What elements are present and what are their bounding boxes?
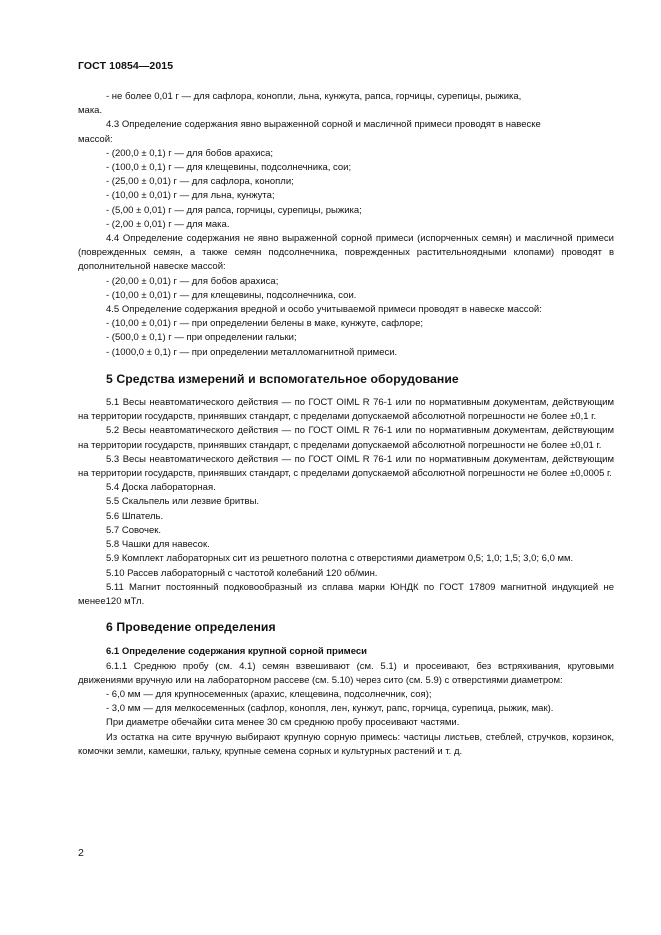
list-item: - (100,0 ± 0,1) г — для клещевины, подсолнечника, сои; bbox=[106, 162, 352, 174]
paragraph-5-6: 5.6 Шпатель. bbox=[106, 510, 164, 522]
paragraph-5-2: 5.2 Весы неавтоматического действия — по ГОСТ OIML R 76-1 или по нормативным документам, действующим на территории государств, принявших стандарт, с пределами допускаемой абсолютной погрешности не более ±0,01 г. bbox=[78, 425, 614, 451]
list-item: - (200,0 ± 0,1) г — для бобов арахиса; bbox=[106, 147, 274, 159]
list-item: - 3,0 мм — для мелкосеменных (сафлор, конопля, лен, кунжут, рапс, горчица, сурепица, рыжик, мак). bbox=[106, 703, 554, 715]
list-item: - (25,00 ± 0,01) г — для сафлора, конопли; bbox=[106, 176, 294, 188]
paragraph-5-3: 5.3 Весы неавтоматического действия — по ГОСТ OIML R 76-1 или по нормативным документам, действующим на территории государств, принявших стандарт, с пределами допускаемой абсолютной погрешности не более ±0,0005 г. bbox=[78, 453, 614, 480]
paragraph-5-8: 5.8 Чашки для навесок. bbox=[106, 539, 210, 551]
paragraph-text: Из остатка на сите вручную выбирают крупную сорную примесь: частицы листьев, стеблей, стручков, корзинок, комочки земли, камешки, гальку, крупные семена сорных и культурных растений и т. д. bbox=[78, 731, 614, 757]
paragraph-5-5: 5.5 Скальпель или лезвие бритвы. bbox=[106, 496, 260, 508]
list-item: - (500,0 ± 0,1) г — при определении гальки; bbox=[106, 332, 297, 344]
list-item: - (2,00 ± 0,01) г — для мака. bbox=[106, 218, 230, 230]
paragraph-text: При диаметре обечайки сита менее 30 см среднюю пробу просеивают частями. bbox=[106, 717, 460, 729]
paragraph-4-3: 4.3 Определение содержания явно выраженной сорной и масличной примеси проводят в навеске bbox=[106, 119, 541, 131]
page-number: 2 bbox=[78, 847, 84, 859]
paragraph-text: мака. bbox=[78, 105, 103, 117]
paragraph-5-9: 5.9 Комплект лабораторных сит из решетного полотна с отверстиями диаметром 0,5; 1,0; 1,5; 3,0; 6,0 мм. bbox=[106, 553, 574, 565]
list-item: - (10,00 ± 0,01) г — для льна, кунжута; bbox=[106, 190, 275, 202]
list-item: - (1000,0 ± 0,1) г — при определении металломагнитной примеси. bbox=[106, 346, 398, 358]
paragraph-5-1: 5.1 Весы неавтоматического действия — по ГОСТ OIML R 76-1 или по нормативным документам, действующим на территории государств, принявших стандарт, с пределами допускаемой абсолютной погрешности не более ±0,1 г. bbox=[78, 397, 614, 423]
subsection-6-1-heading: 6.1 Определение содержания крупной сорной примеси bbox=[106, 646, 367, 658]
list-item: - (5,00 ± 0,01) г — для рапса, горчицы, сурепицы, рыжика; bbox=[106, 204, 362, 216]
paragraph-5-4: 5.4 Доска лабораторная. bbox=[106, 482, 216, 494]
paragraph-text: массой: bbox=[78, 133, 113, 145]
document-body bbox=[78, 90, 614, 759]
paragraph-5-7: 5.7 Совочек. bbox=[106, 524, 162, 536]
section-5-heading: 5 Средства измерений и вспомогательное оборудование bbox=[106, 371, 459, 386]
paragraph-4-5: 4.5 Определение содержания вредной и особо учитываемой примеси проводят в навеске массой: bbox=[106, 304, 542, 316]
list-item: - 6,0 мм — для крупносеменных (арахис, клещевина, подсолнечник, соя); bbox=[106, 688, 432, 700]
list-item: - не более 0,01 г — для сафлора, конопли, льна, кунжута, рапса, горчицы, сурепицы, рыжика, bbox=[106, 91, 522, 102]
paragraph-6-1-1: 6.1.1 Среднюю пробу (см. 4.1) семян взвешивают (см. 5.1) и просеивают, без встряхивания, круговыми движениями вручную или на лабораторном рассеве (см. 5.10) через сито (см. 5.9) с отверстиями диаметром: bbox=[78, 660, 614, 686]
list-item: - (10,00 ± 0,01) г — для клещевины, подсолнечника, сои. bbox=[106, 289, 357, 301]
list-item: - (20,00 ± 0,01) г — для бобов арахиса; bbox=[106, 275, 279, 287]
paragraph-5-10: 5.10 Рассев лабораторный с частотой колебаний 120 об/мин. bbox=[106, 567, 378, 579]
document-header: ГОСТ 10854—2015 bbox=[78, 60, 174, 72]
paragraph-5-11: 5.11 Магнит постоянный подковообразный из сплава марки ЮНДК по ГОСТ 17809 магнитной индукцией не менее120 мТл. bbox=[78, 581, 614, 607]
paragraph-4-4: 4.4 Определение содержания не явно выраженной сорной примеси (испорченных семян) и масличной примеси (поврежденных семян, а также семян подсолнечника, поврежденных растительноядными клопами) проводят в дополнительной навеске массой: bbox=[78, 233, 614, 273]
list-item: - (10,00 ± 0,01) г — при определении белены в маке, кунжуте, сафлоре; bbox=[106, 318, 423, 330]
section-6-heading: 6 Проведение определения bbox=[106, 620, 276, 635]
